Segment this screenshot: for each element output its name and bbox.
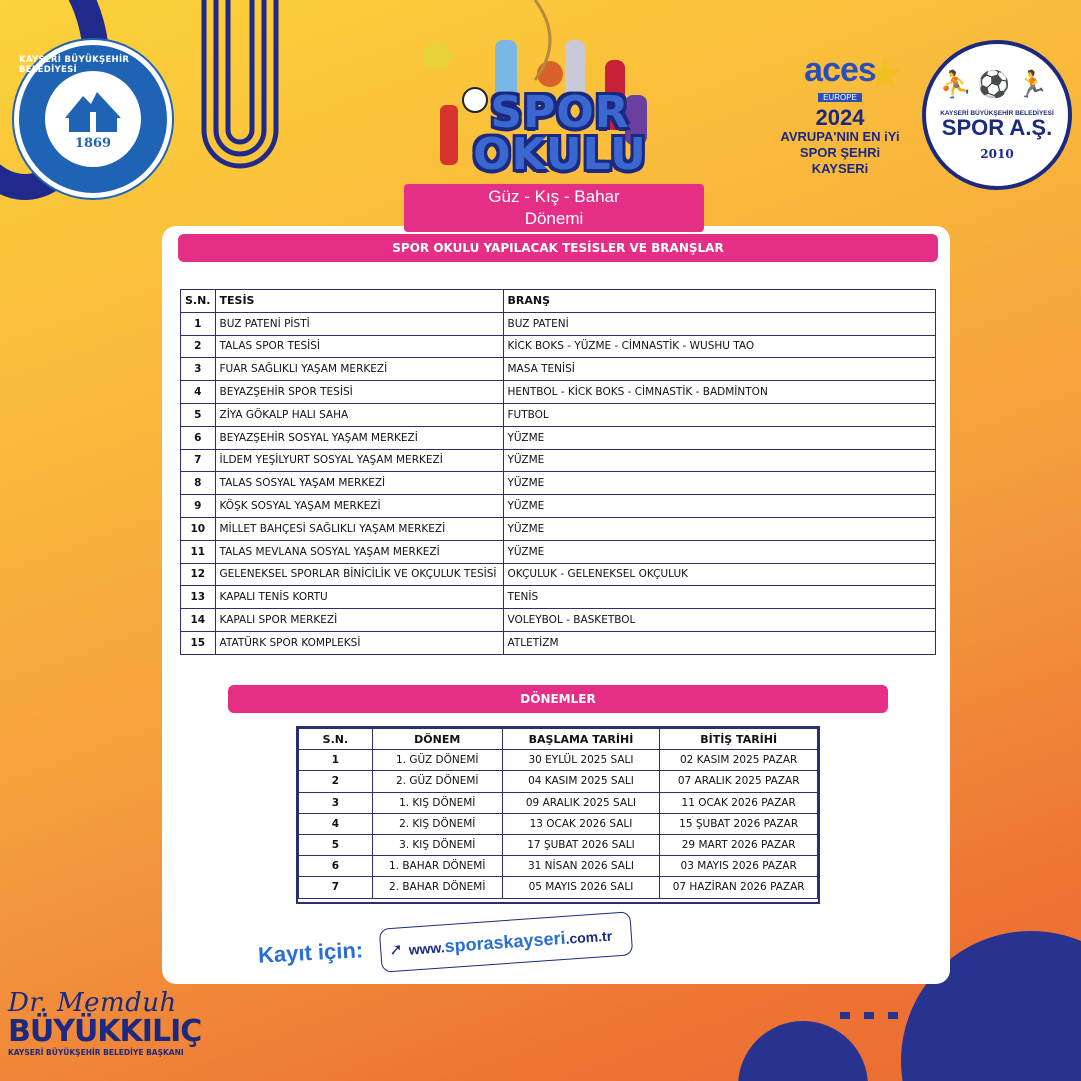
- table-row: [181, 586, 936, 609]
- spor-logo-year: 2010: [980, 146, 1014, 161]
- aces-year: 2024: [815, 105, 865, 130]
- table-row: [181, 609, 936, 632]
- cell-donem: 2. BAHAR DÖNEMİ: [372, 877, 502, 898]
- table-row: [181, 403, 936, 426]
- cell-donem: 1. KIŞ DÖNEMİ: [372, 792, 502, 813]
- cell-sn: 8: [181, 472, 216, 495]
- header-tesis: TESİS: [215, 290, 503, 313]
- table-row: [299, 792, 818, 813]
- cell-brans: FUTBOL: [503, 403, 936, 426]
- decorative-dots: [840, 1012, 922, 1019]
- cell-tesis: ATATÜRK SPOR KOMPLEKSİ: [215, 631, 503, 654]
- hero-title-line1: SPOR: [490, 87, 630, 138]
- kbb-logo-year: 1869: [74, 135, 112, 151]
- cell-donem: 2. KIŞ DÖNEMİ: [372, 813, 502, 834]
- registration-url: [408, 924, 613, 959]
- cell-tesis: TALAS SOSYAL YAŞAM MERKEZİ: [215, 472, 503, 495]
- period-banner-line1: Güz - Kış - Bahar: [488, 187, 620, 206]
- kayseri-municipality-logo: [14, 40, 172, 198]
- table-row: [181, 312, 936, 335]
- aces-sub: EUROPE: [818, 93, 862, 102]
- cell-brans: YÜZME: [503, 517, 936, 540]
- aces-line1: AVRUPA'NIN EN iYi: [780, 129, 900, 144]
- cell-tesis: BEYAZŞEHİR SOSYAL YAŞAM MERKEZİ: [215, 426, 503, 449]
- table-row: [181, 335, 936, 358]
- cell-donem: 3. KIŞ DÖNEMİ: [372, 834, 502, 855]
- hero-title-line2: OKULU: [473, 129, 647, 180]
- cell-bitis: 15 ŞUBAT 2026 PAZAR: [660, 813, 818, 834]
- table-row: [181, 517, 936, 540]
- cell-brans: VOLEYBOL - BASKETBOL: [503, 609, 936, 632]
- cell-tesis: GELENEKSEL SPORLAR BİNİCİLİK VE OKÇULUK TESİSİ: [215, 563, 503, 586]
- athletes-icon: ⛹⚽🏃: [939, 70, 1055, 100]
- cell-sn: 10: [181, 517, 216, 540]
- cell-sn: 6: [299, 856, 373, 877]
- cell-brans: KİCK BOKS - YÜZME - CİMNASTİK - WUSHU TAO: [503, 335, 936, 358]
- cell-sn: 2: [181, 335, 216, 358]
- cell-baslama: 09 ARALIK 2025 SALI: [502, 792, 660, 813]
- header-brans: BRANŞ: [503, 290, 936, 313]
- cell-brans: YÜZME: [503, 472, 936, 495]
- cell-tesis: KAPALI SPOR MERKEZİ: [215, 609, 503, 632]
- spor-as-logo: [922, 40, 1072, 190]
- periods-table: [298, 728, 818, 899]
- table-row: [181, 495, 936, 518]
- header-sn: S.N.: [299, 729, 373, 750]
- mayor-signature: [8, 990, 208, 1057]
- cell-sn: 2: [299, 771, 373, 792]
- cell-brans: TENİS: [503, 586, 936, 609]
- cell-baslama: 17 ŞUBAT 2026 SALI: [502, 834, 660, 855]
- cell-bitis: 02 KASIM 2025 PAZAR: [660, 750, 818, 771]
- cell-bitis: 03 MAYIS 2026 PAZAR: [660, 856, 818, 877]
- table-row: [181, 381, 936, 404]
- spor-logo-small: KAYSERİ BÜYÜKŞEHİR BELEDİYESİ: [940, 109, 1054, 117]
- cell-bitis: 29 MART 2026 PAZAR: [660, 834, 818, 855]
- table-row: [181, 358, 936, 381]
- aces-line3: KAYSERi: [811, 161, 869, 176]
- cell-sn: 4: [299, 813, 373, 834]
- table-row: [181, 563, 936, 586]
- aces-brand: aces: [804, 51, 876, 89]
- decorative-circle: [738, 1021, 868, 1081]
- registration-label: Kayıt için:: [257, 937, 364, 968]
- cell-baslama: 05 MAYIS 2026 SALI: [502, 877, 660, 898]
- table-row: [181, 449, 936, 472]
- cell-sn: 1: [181, 312, 216, 335]
- cell-sn: 13: [181, 586, 216, 609]
- url-main: sporaskayseri: [443, 927, 567, 956]
- cell-sn: 12: [181, 563, 216, 586]
- cell-tesis: TALAS SPOR TESİSİ: [215, 335, 503, 358]
- cell-donem: 1. BAHAR DÖNEMİ: [372, 856, 502, 877]
- url-suffix: .com.tr: [564, 927, 613, 947]
- aces-europe-badge: [755, 49, 925, 177]
- signature-surname: BÜYÜKKILIÇ: [8, 1014, 202, 1049]
- facilities-section-title: SPOR OKULU YAPILACAK TESİSLER VE BRANŞLAR: [178, 234, 938, 262]
- cell-sn: 5: [299, 834, 373, 855]
- cell-tesis: TALAS MEVLANA SOSYAL YAŞAM MERKEZİ: [215, 540, 503, 563]
- cell-sn: 1: [299, 750, 373, 771]
- cell-sn: 6: [181, 426, 216, 449]
- period-banner: [404, 184, 704, 232]
- info-card: [162, 226, 950, 984]
- arrow-icon: ➚: [388, 941, 404, 960]
- periods-section-title: DÖNEMLER: [228, 685, 888, 713]
- table-row: [299, 856, 818, 877]
- cell-sn: 3: [181, 358, 216, 381]
- cell-sn: 5: [181, 403, 216, 426]
- cell-brans: MASA TENİSİ: [503, 358, 936, 381]
- mountain-mosque-icon: [63, 88, 123, 134]
- cell-brans: YÜZME: [503, 426, 936, 449]
- cell-tesis: BEYAZŞEHİR SPOR TESİSİ: [215, 381, 503, 404]
- cell-tesis: KAPALI TENİS KORTU: [215, 586, 503, 609]
- header-baslama: BAŞLAMA TARİHİ: [502, 729, 660, 750]
- star-icon: ★: [865, 49, 905, 100]
- cell-brans: OKÇULUK - GELENEKSEL OKÇULUK: [503, 563, 936, 586]
- decorative-track-lines: [200, 0, 280, 190]
- header-sn: S.N.: [181, 290, 216, 313]
- signature-name: Dr. Memduh: [8, 988, 177, 1018]
- facilities-table: [180, 289, 936, 655]
- signature-title: KAYSERİ BÜYÜKŞEHİR BELEDİYE BAŞKANI: [8, 1048, 184, 1057]
- table-row: [181, 540, 936, 563]
- cell-sn: 14: [181, 609, 216, 632]
- cell-donem: 1. GÜZ DÖNEMİ: [372, 750, 502, 771]
- table-row: [181, 426, 936, 449]
- cell-tesis: KÖŞK SOSYAL YAŞAM MERKEZİ: [215, 495, 503, 518]
- cell-bitis: 11 OCAK 2026 PAZAR: [660, 792, 818, 813]
- spor-okulu-hero: [415, 0, 705, 190]
- header-donem: DÖNEM: [372, 729, 502, 750]
- cell-tesis: MİLLET BAHÇESİ SAĞLIKLI YAŞAM MERKEZİ: [215, 517, 503, 540]
- cell-baslama: 04 KASIM 2025 SALI: [502, 771, 660, 792]
- cell-tesis: FUAR SAĞLIKLI YAŞAM MERKEZİ: [215, 358, 503, 381]
- period-banner-line2: Dönemi: [524, 209, 584, 228]
- cell-brans: BUZ PATENİ: [503, 312, 936, 335]
- spor-logo-big: SPOR A.Ş.: [941, 114, 1053, 140]
- table-row: [299, 750, 818, 771]
- table-row: [181, 631, 936, 654]
- cell-brans: HENTBOL - KİCK BOKS - CİMNASTİK - BADMİNTON: [503, 381, 936, 404]
- cell-bitis: 07 HAZİRAN 2026 PAZAR: [660, 877, 818, 898]
- cell-tesis: BUZ PATENİ PİSTİ: [215, 312, 503, 335]
- cell-tesis: ZİYA GÖKALP HALI SAHA: [215, 403, 503, 426]
- spor-okulu-title: [460, 87, 660, 180]
- cell-bitis: 07 ARALIK 2025 PAZAR: [660, 771, 818, 792]
- periods-table-body: [299, 750, 818, 898]
- header-bitis: BİTİŞ TARİHİ: [660, 729, 818, 750]
- cell-baslama: 30 EYLÜL 2025 SALI: [502, 750, 660, 771]
- table-header-row: [181, 290, 936, 313]
- cell-brans: ATLETİZM: [503, 631, 936, 654]
- kbb-logo-emblem: [45, 71, 141, 167]
- cell-sn: 4: [181, 381, 216, 404]
- cell-sn: 15: [181, 631, 216, 654]
- cell-tesis: İLDEM YEŞİLYURT SOSYAL YAŞAM MERKEZİ: [215, 449, 503, 472]
- cell-sn: 9: [181, 495, 216, 518]
- table-row: [181, 472, 936, 495]
- table-row: [299, 813, 818, 834]
- table-row: [299, 771, 818, 792]
- cell-sn: 7: [181, 449, 216, 472]
- table-row: [299, 834, 818, 855]
- kbb-logo-text: KAYSERİ BÜYÜKŞEHİR BELEDİYESİ: [19, 55, 130, 75]
- cell-sn: 11: [181, 540, 216, 563]
- cell-sn: 3: [299, 792, 373, 813]
- aces-line2: SPOR ŞEHRi: [799, 145, 881, 160]
- cell-donem: 2. GÜZ DÖNEMİ: [372, 771, 502, 792]
- facilities-table-body: [181, 312, 936, 654]
- registration-link[interactable]: [379, 911, 633, 972]
- cell-sn: 7: [299, 877, 373, 898]
- url-prefix: www.: [408, 938, 446, 958]
- cell-baslama: 31 NİSAN 2026 SALI: [502, 856, 660, 877]
- table-row: [299, 877, 818, 898]
- cell-brans: YÜZME: [503, 540, 936, 563]
- cell-brans: YÜZME: [503, 449, 936, 472]
- cell-baslama: 13 OCAK 2026 SALI: [502, 813, 660, 834]
- table-header-row: [299, 729, 818, 750]
- cell-brans: YÜZME: [503, 495, 936, 518]
